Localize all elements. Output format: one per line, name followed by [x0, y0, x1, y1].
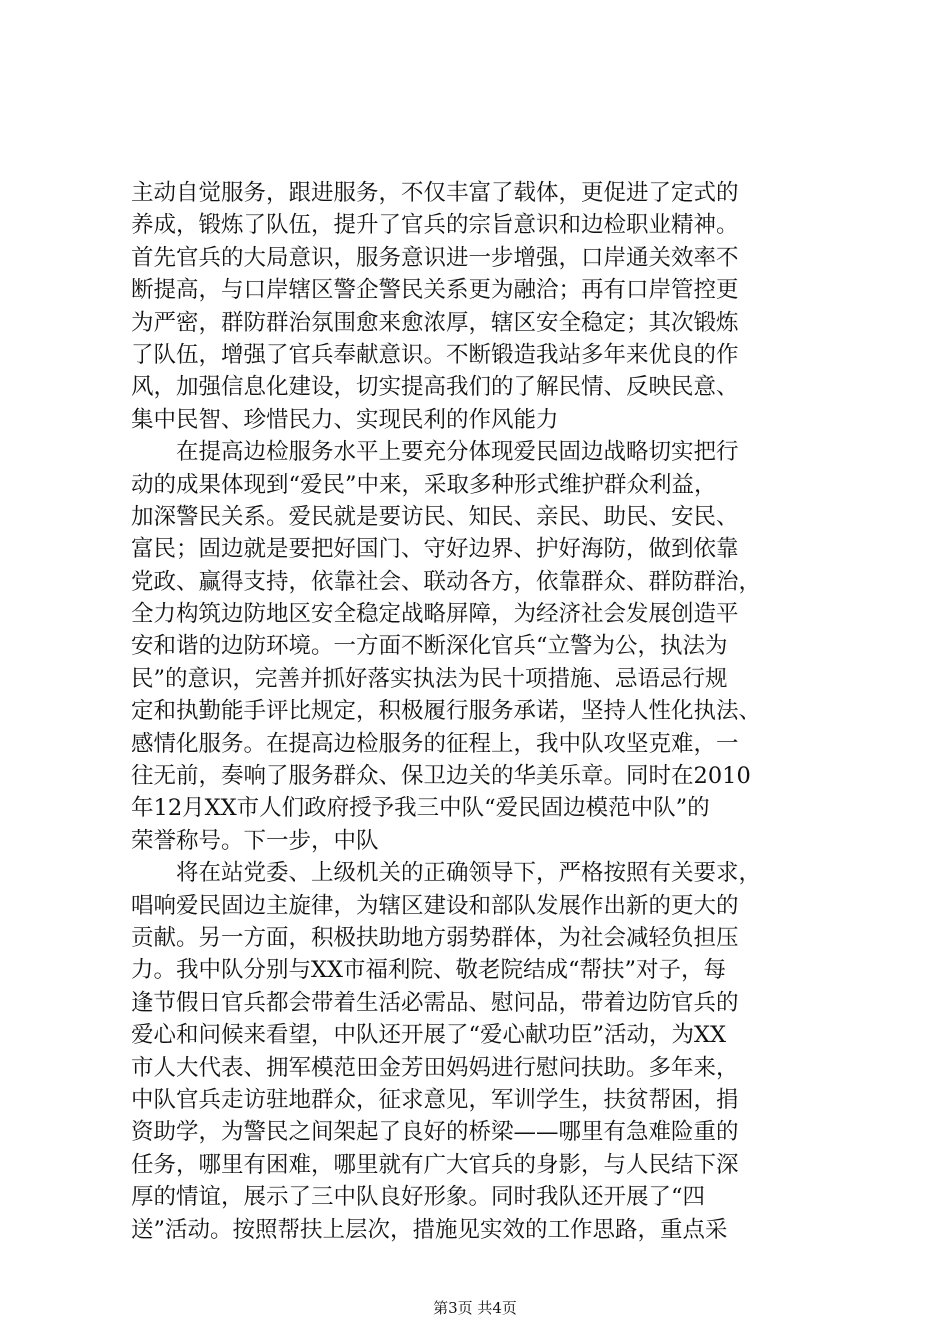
text-line: 厚的情谊，展示了三中队良好形象。同时我队还开展了“四 — [131, 1184, 706, 1211]
text-line: 送”活动。按照帮扶上层次，措施见实效的工作思路，重点采 — [131, 1216, 728, 1243]
text-line: 风，加强信息化建设，切实提高我们的了解民情、反映民意、 — [131, 374, 739, 401]
text-line: 唱响爱民固边主旋律，为辖区建设和部队发展作出新的更大的 — [131, 892, 739, 919]
text-line: 中队官兵走访驻地群众，征求意见，军训学生，扶贫帮困，捐 — [131, 1086, 739, 1113]
text-line: 动的成果体现到“爱民”中来，采取多种形式维护群众利益， — [131, 471, 717, 498]
body-text — [131, 177, 831, 1246]
text-line: 安和谐的边防环境。一方面不断深化官兵“立警为公，执法为 — [131, 633, 728, 660]
text-line: 集中民智、珍惜民力、实现民利的作风能力 — [131, 406, 559, 433]
text-line: 任务，哪里有困难，哪里就有广大官兵的身影，与人民结下深 — [131, 1151, 739, 1178]
text-line: 在提高边检服务水平上要充分体现爱民固边战略切实把行 — [131, 439, 739, 466]
text-line: 感情化服务。在提高边检服务的征程上，我中队攻坚克难，一 — [131, 730, 739, 757]
page-number-footer: 第3页 共4页 — [433, 1299, 517, 1317]
text-line: 往无前，奏响了服务群众、保卫边关的华美乐章。同时在2010 — [131, 763, 751, 790]
text-line: 荣誉称号。下一步，中队 — [131, 827, 379, 854]
text-line: 将在站党委、上级机关的正确领导下，严格按照有关要求， — [131, 860, 762, 887]
text-line: 市人大代表、拥军模范田金芳田妈妈进行慰问扶助。多年来， — [131, 1054, 739, 1081]
text-line: 富民；固边就是要把好国门、守好边界、护好海防，做到依靠 — [131, 536, 739, 563]
text-line: 民”的意识，完善并抓好落实执法为民十项措施、忌语忌行规 — [131, 665, 728, 692]
text-line: 贡献。另一方面，积极扶助地方弱势群体，为社会减轻负担压 — [131, 924, 739, 951]
text-line: 养成，锻炼了队伍，提升了官兵的宗旨意识和边检职业精神。 — [131, 212, 739, 239]
text-line: 全力构筑边防地区安全稳定战略屏障，为经济社会发展创造平 — [131, 601, 739, 628]
text-line: 定和执勤能手评比规定，积极履行服务承诺，坚持人性化执法、 — [131, 698, 762, 725]
text-line: 了队伍，增强了官兵奉献意识。不断锻造我站多年来优良的作 — [131, 341, 739, 368]
text-line: 力。我中队分别与XX市福利院、敬老院结成“帮扶”对子，每 — [131, 957, 727, 984]
text-line: 资助学，为警民之间架起了良好的桥梁——哪里有急难险重的 — [131, 1119, 739, 1146]
text-line: 逢节假日官兵都会带着生活必需品、慰问品，带着边防官兵的 — [131, 989, 739, 1016]
text-line: 断提高，与口岸辖区警企警民关系更为融洽；再有口岸管控更 — [131, 277, 739, 304]
text-line: 年12月XX市人们政府授予我三中队“爱民固边模范中队”的 — [131, 795, 710, 822]
text-line: 党政、赢得支持，依靠社会、联动各方，依靠群众、群防群治， — [131, 568, 762, 595]
text-line: 主动自觉服务，跟进服务，不仅丰富了载体，更促进了定式的 — [131, 180, 739, 206]
text-line: 为严密，群防群治氛围愈来愈浓厚，辖区安全稳定；其次锻炼 — [131, 309, 739, 336]
text-line: 首先官兵的大局意识，服务意识进一步增强，口岸通关效率不 — [131, 244, 739, 271]
text-line: 加深警民关系。爱民就是要访民、知民、亲民、助民、安民、 — [131, 503, 739, 530]
text-line: 爱心和问候来看望，中队还开展了“爱心献功臣”活动，为XX — [131, 1022, 727, 1049]
